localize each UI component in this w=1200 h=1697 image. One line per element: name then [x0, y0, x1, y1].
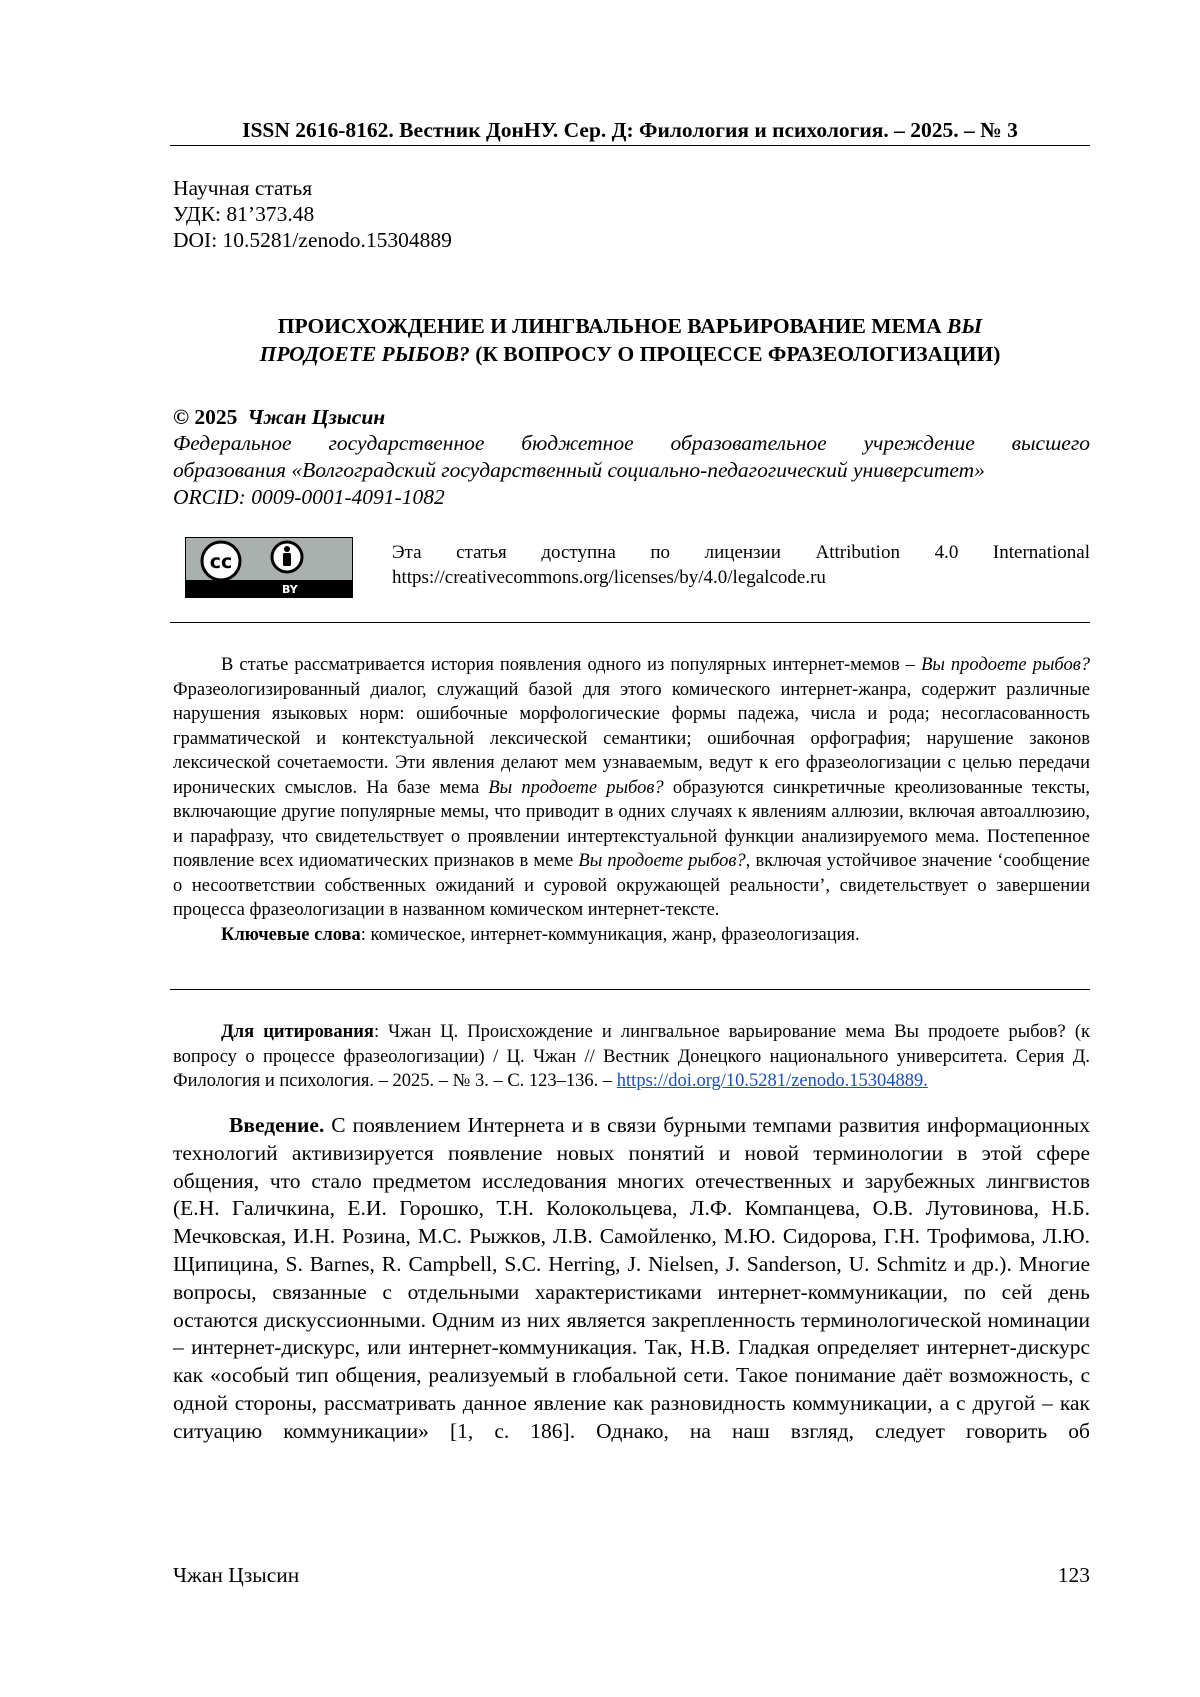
cc-license-icons — [186, 538, 352, 580]
citation-block — [173, 1020, 1090, 1094]
udc-code: УДК: 81’373.48 — [173, 202, 315, 226]
affiliation-line2: образования «Волгоградский государственный социально-педагогический университет» — [173, 458, 985, 482]
abstract — [173, 653, 1090, 947]
body-text — [173, 1112, 1090, 1446]
abstract-bottom-rule — [170, 989, 1090, 990]
intro-text: С появлением Интернета и в связи бурными темпами развития информационных технологий активизируется появление новых понятий и новой терминологии в этой сфере общения, что стало предметом исследования многих отечественных и зарубежных лингвистов (Е.Н. Галичкина, Е.И. Горошко, Т.Н. Колокольцева, Л.Ф. Компанцева, О.В. Лутовинова, Н.Б. Мечковская, И.Н. Розина, М.С. Рыжков, Л.В. Самойленко, М.Ю. Сидорова, Г.Н. Трофимова, Л.Ю. Щипицина, S. Barnes, R. Campbell, S.C. Herring, J. Nielsen, J. Sanderson, U. Schmitz и др.). Многие вопросы, связанные с отдельными характеристиками интернет-коммуникации, по сей день остаются дискуссионными. Одним из них является закрепленность терминологической номинации – интернет-дискурс, или интернет-коммуникация. Так, Н.В. Гладкая определяет интернет-дискурс как «особый тип общения, реализуемый в глобальной сети. Такое понимание даёт возможность, с одной стороны, рассматривать данное явление как разновидность коммуникации, а с другой – как ситуацию коммуникации» [1, с. 186]. Однако, на наш взгляд, следует говорить об — [173, 1113, 1090, 1443]
abstract-text-4: , включая устойчивое значение ‘сообщение о несоответствии собственных ожиданий и суровой окружающей реальности’, свидетельствует о завершении процесса фразеологизации в названном комическом интернет-тексте. — [173, 851, 1090, 920]
abstract-meme-3: Вы продоете рыбов? — [578, 851, 746, 871]
intro-heading: Введение. — [229, 1113, 325, 1137]
keywords — [173, 923, 1090, 948]
journal-header: ISSN 2616-8162. Вестник ДонНУ. Сер. Д: Филология и психология. – 2025. – № 3 — [242, 118, 1018, 142]
license-url[interactable]: https://creativecommons.org/licenses/by/4.0/legalcode.ru — [392, 567, 826, 588]
page-number: 123 — [1057, 1563, 1090, 1587]
citation-text: : Чжан Ц. Происхождение и лингвальное варьирование мема Вы продоете рыбов? (к вопросу о процессе фразеологизации) / Ц. Чжан // Вестник Донецкого национального университета. Серия Д. Филология и психология. – 2025. – № 3. – С. 123–136. – — [173, 1022, 1090, 1091]
orcid: ORCID: 0009-0001-4091-1082 — [173, 485, 445, 509]
abstract-top-rule — [170, 622, 1090, 623]
article-meta — [173, 175, 452, 253]
header-rule — [170, 145, 1090, 146]
citation-doi-link[interactable]: https://doi.org/10.5281/zenodo.15304889. — [616, 1071, 928, 1091]
keywords-label: Ключевые слова — [221, 924, 361, 945]
affiliation-line1: Федеральное государственное бюджетное образовательное учреждение высшего — [173, 431, 1090, 455]
doi-line: DOI: 10.5281/zenodo.15304889 — [173, 228, 452, 252]
license-line1: Эта статья доступна по лицензии Attribution 4.0 International — [392, 542, 1090, 563]
title-italic2: ПРОДОЕТЕ РЫБОВ? — [259, 342, 470, 366]
abstract-meme-1: Вы продоете рыбов? — [921, 655, 1090, 675]
article-title — [170, 312, 1090, 368]
abstract-text-2: Фразеологизированный диалог, служащий базой для этого комического интернет-жанра, содержит различные нарушения языковых норм: ошибочные морфологические формы падежа, числа и рода; несогласованность грамматической и контекстуальной лексической семантики; ошибочная орфография; нарушение законов лексической сочетаемости. Эти явления делают мем узнаваемым, ведут к его фразеологизации с целью передачи иронических смыслов. На базе мема — [173, 679, 1090, 798]
title-italic1: ВЫ — [947, 314, 983, 338]
article-type: Научная статья — [173, 176, 313, 200]
affiliation — [173, 430, 1090, 511]
intro-paragraph — [173, 1112, 1090, 1446]
citation-label: Для цитирования — [221, 1022, 374, 1042]
abstract-meme-2: Вы продоете рыбов? — [488, 777, 664, 798]
footer-author: Чжан Цзысин — [173, 1563, 300, 1587]
title-part2: (К ВОПРОСУ О ПРОЦЕССЕ ФРАЗЕОЛОГИЗАЦИИ) — [469, 342, 1001, 366]
license-text — [392, 540, 1090, 590]
author-name: Чжан Цзысин — [247, 405, 386, 429]
keywords-list: : комическое, интернет-коммуникация, жанр, фразеологизация. — [360, 924, 860, 945]
abstract-text-1: В статье рассматривается история появления одного из популярных интернет-мемов – — [221, 655, 922, 675]
abstract-paragraph — [173, 653, 1090, 923]
by-label: BY — [282, 583, 298, 596]
cc-by-badge — [185, 537, 353, 598]
abstract-text-3: образуются синкретичные креолизованные тексты, включающие другие популярные мемы, что приводит в одних случаях к явлениям аллюзии, включая автоаллюзию, и парафразу, что свидетельствует о проявлении интертекстуальной функции анализируемого мема. Постепенное появление всех идиоматических признаков в меме — [173, 777, 1090, 871]
copyright-year: © 2025 — [173, 405, 238, 429]
title-part1: ПРОИСХОЖДЕНИЕ И ЛИНГВАЛЬНОЕ ВАРЬИРОВАНИЕ МЕМА — [277, 314, 948, 338]
author-line — [173, 404, 385, 430]
svg-text:cc: cc — [209, 551, 233, 573]
